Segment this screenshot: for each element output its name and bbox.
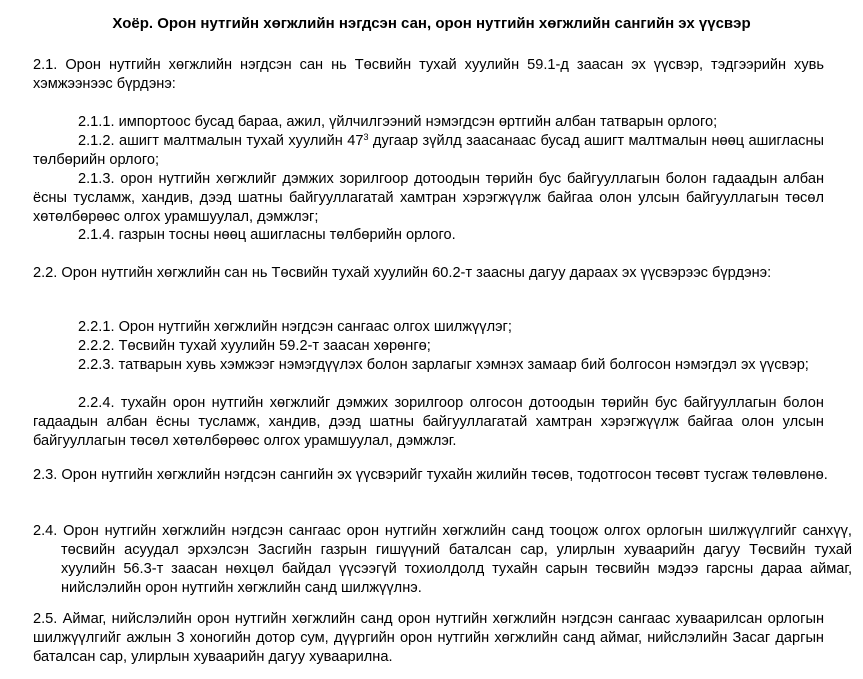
item-2-1-1: 2.1.1. импортоос бусад бараа, ажил, үйлчилгээний нэмэгдсэн өртгийн албан татварын орлого; xyxy=(78,114,718,130)
section-2-1-lead: 2.1. Орон нутгийн хөгжлийн нэгдсэн сан нь Төсвийн тухай хуулийн 59.1-д заасан эх үүсвэр, тэдгээрийн хувь хэмжээнээс бүрдэнэ: xyxy=(33,57,824,92)
item-2-2-1: 2.2.1. Орон нутгийн хөгжлийн нэгдсэн сангаас олгох шилжүүлэг; xyxy=(78,319,512,335)
item-2-2-4: 2.2.4. тухайн орон нутгийн хөгжлийг дэмжих зорилгоор олгосон дотоодын төрийн бус байгууллагын болон гадаадын албан ёсны тусламж, хандив, дээд шатны байгууллагатай хамтран хэрэгжүүлж байгаа олон улсын байгууллагын төсөл хөтөлбөрөөс олгох урамшуулал, дэмжлэг. xyxy=(33,395,824,449)
item-2-2-2: 2.2.2. Төсвийн тухай хуулийн 59.2-т заасан хөрөнгө; xyxy=(78,338,431,354)
item-2-1-2 xyxy=(33,132,824,170)
item-2-1-2-superscript: 3 xyxy=(363,132,369,142)
section-2-4: 2.4. Орон нутгийн хөгжлийн нэгдсэн сангаас орон нутгийн хөгжлийн санд тооцож олгох орлогын шилжүүлгийг санхүү, төсвийн асуудал эрхэлсэн Засгийн газрын гишүүний баталсан сар, улирлын хуваарийн дагуу Төсвийн тухай хуулийн 56.3-т заасан нөхцөл байдал үүсээгүй тохиолдолд тухайн сарын төсвийн мэдээ гарсны дараа аймаг, нийслэлийн орон нутгийн хөгжлийн санд шилжүүлнэ. xyxy=(33,523,852,596)
chapter-title: Хоёр. Орон нутгийн хөгжлийн нэгдсэн сан, орон нутгийн хөгжлийн сангийн эх үүсвэр xyxy=(112,15,751,32)
section-2-5: 2.5. Аймаг, нийслэлийн орон нутгийн хөгжлийн санд орон нутгийн хөгжлийн нэгдсэн сангаас хуваарилсан орлогын шилжүүлгийг ажлын 3 хоногийн дотор сум, дүүргийн орон нутгийн хөгжлийн санд аймаг, нийслэлийн Засаг даргын баталсан сар, улирлын хуваарийн дагуу хуваарилна. xyxy=(33,611,824,665)
item-2-1-3: 2.1.3. орон нутгийн хөгжлийг дэмжих зорилгоор дотоодын төрийн бус байгууллагын болон гадаадын албан ёсны тусламж, хандив, дээд шатны байгууллагатай хамтран хэрэгжүүлж байгаа олон улсын байгууллагын төсөл хөтөлбөрөөс олгох урамшуулал, дэмжлэг; xyxy=(33,171,824,225)
item-2-2-3: 2.2.3. татварын хувь хэмжээг нэмэгдүүлэх болон зарлагыг хэмнэх замаар бий болгосон нэмэгдэл эх үүсвэр; xyxy=(78,357,809,373)
item-2-1-2-text-a: 2.1.2. ашигт малтмалын тухай хуулийн 47 xyxy=(78,133,364,149)
section-2-3: 2.3. Орон нутгийн хөгжлийн нэгдсэн сангийн эх үүсвэрийг тухайн жилийн төсөв, тодотгосон төсөвт тусгаж төлөвлөнө. xyxy=(33,467,828,483)
item-2-1-4: 2.1.4. газрын тосны нөөц ашигласны төлбөрийн орлого. xyxy=(78,227,456,243)
item-2-1-2-text-b: дугаар зүйлд заасанаас бусад ашигт малтмалын нөөц ашигласны төлбөрийн орлого; xyxy=(33,133,825,168)
section-2-2-lead: 2.2. Орон нутгийн хөгжлийн сан нь Төсвийн тухай хуулийн 60.2-т заасны дагуу дараах эх үүсвэрээс бүрдэнэ: xyxy=(33,265,772,281)
